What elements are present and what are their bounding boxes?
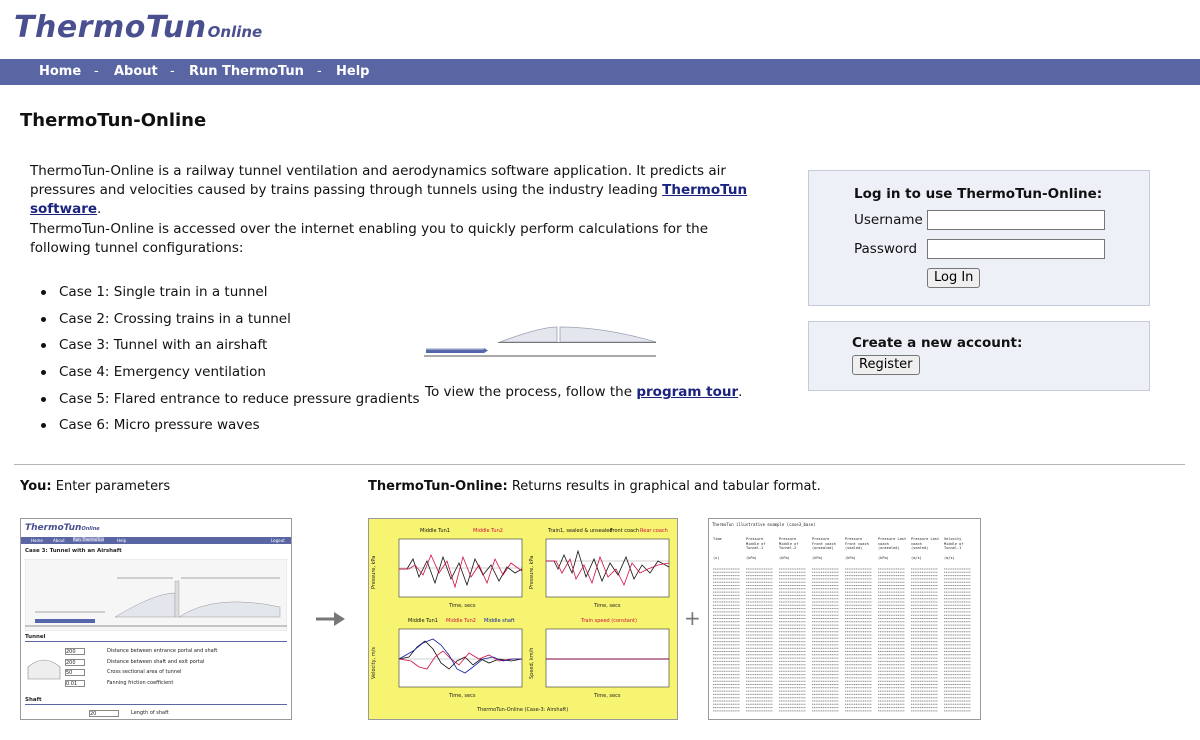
caption-you-text: Enter parameters xyxy=(55,479,171,494)
password-label: Password xyxy=(854,241,918,257)
thumb-field-value: 200 xyxy=(65,659,85,666)
divider xyxy=(14,464,1185,465)
thumb-field-label: Cross sectional area of tunnel xyxy=(107,669,182,675)
chart-legend: Front coach xyxy=(610,528,640,534)
thumb-rule xyxy=(25,641,287,642)
chart-legend: Train speed (constant) xyxy=(581,618,637,624)
register-button[interactable]: Register xyxy=(852,355,920,375)
table-rows xyxy=(712,567,978,717)
chart-xlabel: Time, secs xyxy=(449,693,476,699)
table-column-unit: (kPa) xyxy=(845,556,856,560)
thumb-section-shaft: Shaft xyxy=(25,697,42,703)
logo-sub: Online xyxy=(207,23,263,41)
thumb-logo-sub: Online xyxy=(81,526,100,532)
table-column-header: Velocity Middle of Tunnel-1 xyxy=(944,537,964,550)
chart-legend: Train1, sealed & unsealed xyxy=(548,528,613,534)
create-account-panel xyxy=(808,321,1150,391)
site-logo[interactable] xyxy=(14,10,262,45)
thumb-nav-item: Help xyxy=(117,538,127,543)
tour-text xyxy=(425,384,742,400)
chart-legend: Middle Tun1 xyxy=(420,528,450,534)
tour-label: To view the process, follow the xyxy=(425,384,633,400)
thumb-nav-item: About xyxy=(53,538,65,543)
table-column-header: Pressure Middle of Tunnel-1 xyxy=(746,537,766,550)
thumb-rule xyxy=(25,704,287,705)
thumb-field-value: 20 xyxy=(89,710,119,717)
list-item: Case 3: Tunnel with an airshaft xyxy=(59,336,420,363)
caption-tt-text: Returns results in graphical and tabular format. xyxy=(511,479,821,494)
thumb-field-value: 50 xyxy=(65,669,85,676)
list-item: Case 2: Crossing trains in a tunnel xyxy=(59,310,420,337)
thumb-field-label: Distance between shaft and exit portal xyxy=(107,658,205,665)
chart-xlabel: Time, secs xyxy=(594,603,621,609)
thumb-logo-main: ThermoTun xyxy=(25,523,82,533)
chart-footer: ThermoTun-Online (Case-3: Airshaft) xyxy=(477,707,569,713)
nav-separator: - xyxy=(94,64,99,79)
nav-separator: - xyxy=(317,64,322,79)
intro-text-1: ThermoTun-Online is a railway tunnel ventilation and aerodynamics software application. It predicts air pressures and velocities caused by trains passing through tunnels using the industry leading xyxy=(30,163,726,198)
nav-bar xyxy=(0,59,1200,85)
thermotun-software-link[interactable]: ThermoTun software xyxy=(30,182,748,217)
intro-period: . xyxy=(97,201,102,217)
chart-panel xyxy=(399,629,522,687)
nav-home[interactable]: Home xyxy=(39,64,82,79)
list-item: Case 4: Emergency ventilation xyxy=(59,363,420,390)
chart-legend: Middle shaft xyxy=(484,618,515,624)
intro-paragraph-2: ThermoTun-Online is accessed over the internet enabling you to quickly perform calculations for the following tunnel configurations: xyxy=(30,221,709,256)
results-table-thumbnail[interactable] xyxy=(708,518,981,720)
chart-ylabel: Pressure, kPa xyxy=(529,555,535,589)
chart-panel xyxy=(399,539,522,597)
chart-panel xyxy=(546,539,669,597)
chart-ylabel: Pressure, kPa xyxy=(371,555,377,589)
table-column-unit: (m/s) xyxy=(911,556,922,560)
thumb-logo xyxy=(25,523,100,533)
chart-ylabel: Velocity, m/s xyxy=(371,647,377,679)
table-column-header: Time xyxy=(713,537,722,541)
thumb-title: Case 3: Tunnel with an Airshaft xyxy=(25,548,122,554)
thumb-field-label: Fanning friction coefficient xyxy=(107,679,174,686)
program-tour-link[interactable]: program tour xyxy=(636,384,739,400)
chart-legend: Middle Tun2 xyxy=(473,528,503,534)
thumb-logout: Logout xyxy=(271,538,285,543)
list-item: Case 5: Flared entrance to reduce pressure gradients xyxy=(59,390,420,417)
table-column-unit: (kPa) xyxy=(878,556,889,560)
thumb-nav-item: Run ThermoTun xyxy=(73,537,105,542)
table-column-unit: (kPa) xyxy=(779,556,790,560)
table-column-header: Pressure Front coach (sealed) xyxy=(845,537,869,550)
page-title: ThermoTun-Online xyxy=(20,110,207,131)
caption-tt-bold: ThermoTun-Online: xyxy=(368,479,508,494)
login-panel xyxy=(808,170,1150,306)
caption-you xyxy=(20,479,170,494)
list-item: Case 1: Single train in a tunnel xyxy=(59,283,420,310)
thumb-tunnel-diagram xyxy=(25,559,287,631)
results-charts-thumbnail[interactable] xyxy=(368,518,678,720)
nav-run-thermotun[interactable]: Run ThermoTun xyxy=(189,64,304,79)
tunnel-illustration xyxy=(424,326,658,360)
table-column-header: Pressure Front coach (unsealed) xyxy=(812,537,836,550)
table-column-header: Pressure Last coach (unsealed) xyxy=(878,537,907,550)
caption-thermotun xyxy=(368,479,821,494)
arrow-right-icon xyxy=(316,608,346,630)
thumb-section-tunnel: Tunnel xyxy=(25,634,46,640)
table-column-unit: (kPa) xyxy=(746,556,757,560)
tour-period: . xyxy=(738,384,743,400)
chart-ylabel: Speed, km/h xyxy=(529,647,535,679)
username-input[interactable] xyxy=(927,210,1105,230)
table-column-unit: (kPa) xyxy=(812,556,823,560)
intro-paragraph-1 xyxy=(30,162,770,219)
nav-separator: - xyxy=(170,64,175,79)
thumb-field-value: 0.01 xyxy=(65,680,85,687)
nav-help[interactable]: Help xyxy=(336,64,370,79)
plus-icon: + xyxy=(684,606,701,630)
chart-xlabel: Time, secs xyxy=(594,693,621,699)
create-account-title: Create a new account: xyxy=(852,335,1023,351)
case-list xyxy=(59,283,420,443)
table-column-unit: (s) xyxy=(713,556,720,560)
thumb-field-value: 200 xyxy=(65,648,85,655)
thumb-field-label: Length of shaft xyxy=(131,710,169,716)
table-title: ThermoTun illustrative example (case3_base) xyxy=(712,522,816,527)
thumb-nav-item: Home xyxy=(31,538,43,543)
nav-about[interactable]: About xyxy=(114,64,158,79)
input-screenshot-thumbnail[interactable] xyxy=(20,518,292,720)
chart-legend: Rear coach xyxy=(640,528,668,534)
chart-panel xyxy=(546,629,669,687)
password-input[interactable] xyxy=(927,239,1105,259)
table-column-header: Pressure Last coach (sealed) xyxy=(911,537,940,550)
thumb-nav xyxy=(21,537,291,544)
chart-legend: Middle Tun1 xyxy=(408,618,438,624)
list-item: Case 6: Micro pressure waves xyxy=(59,416,420,443)
login-title: Log in to use ThermoTun-Online: xyxy=(854,186,1103,202)
table-column-header: Pressure Middle of Tunnel-2 xyxy=(779,537,799,550)
thumb-tunnel-section xyxy=(27,654,61,680)
table-column-unit: (m/s) xyxy=(944,556,955,560)
caption-you-bold: You: xyxy=(20,479,52,494)
login-button[interactable]: Log In xyxy=(927,268,980,288)
chart-xlabel: Time, secs xyxy=(449,603,476,609)
chart-legend: Middle Tun2 xyxy=(446,618,476,624)
logo-main: ThermoTun xyxy=(14,10,207,45)
thumb-field-label: Distance between entrance portal and shaft xyxy=(107,648,218,654)
username-label: Username xyxy=(854,212,923,228)
